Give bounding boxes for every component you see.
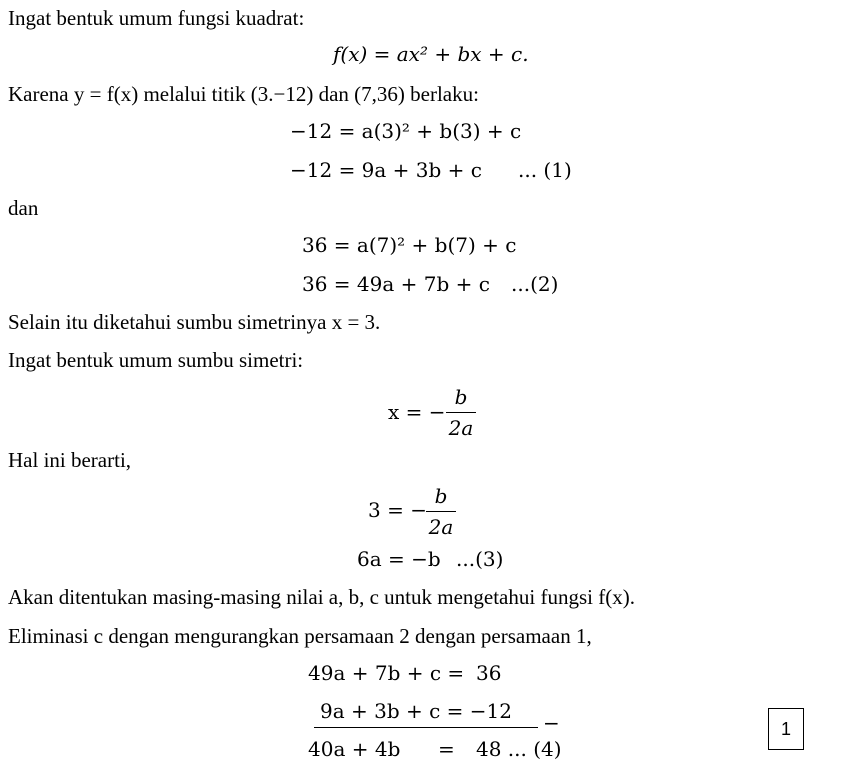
elimination-result-equals: = [438, 737, 455, 761]
fraction-numerator: b [454, 385, 468, 409]
points-text: Karena y = f(x) melalui titik (3.−12) dan (7,36) berlaku: [8, 82, 479, 106]
fraction-bar [426, 511, 456, 512]
equation-4: 48 ... (4) [476, 737, 562, 761]
equation-1-tag: ... (1) [518, 158, 572, 182]
equation-3: 6a = −b [357, 547, 441, 571]
equation-2-tag: ...(2) [511, 272, 559, 296]
elimination-result-lhs: 40a + 4b [308, 737, 401, 761]
intro-text: Ingat bentuk umum fungsi kuadrat: [8, 6, 305, 30]
page-number: 1 [768, 708, 804, 750]
equation-2-substitution: 36 = a(7)² + b(7) + c [302, 233, 517, 257]
symmetry-formula-fraction [446, 385, 476, 440]
equation-2: 36 = 49a + 7b + c [302, 272, 490, 296]
elimination-text: Eliminasi c dengan mengurangkan persamaan 2 dengan persamaan 1, [8, 624, 592, 648]
equation-1: −12 = 9a + 3b + c [290, 158, 483, 182]
fraction-denominator: 2a [428, 515, 454, 539]
elimination-minus-sign: − [543, 711, 560, 735]
elimination-row-1: 49a + 7b + c = [308, 661, 465, 685]
equation-3-tag: ...(3) [456, 547, 504, 571]
general-quadratic-equation: f(x) = ax² + bx + c. [333, 42, 529, 66]
connector-text: dan [8, 196, 39, 220]
elimination-row-1-rhs: 36 [476, 661, 502, 685]
symmetry-substituted-fraction [426, 484, 456, 539]
elimination-rule [314, 727, 538, 728]
fraction-numerator: b [434, 484, 448, 508]
symmetry-formula-lhs: x = − [388, 400, 446, 424]
fraction-bar [446, 412, 476, 413]
fraction-denominator: 2a [448, 416, 474, 440]
elimination-row-2: 9a + 3b + c = −12 [320, 699, 513, 723]
consequence-text: Hal ini berarti, [8, 448, 132, 472]
symmetry-axis-text: Selain itu diketahui sumbu simetrinya x = 3. [8, 310, 381, 334]
symmetry-formula-intro: Ingat bentuk umum sumbu simetri: [8, 348, 304, 372]
determine-values-text: Akan ditentukan masing-masing nilai a, b, c untuk mengetahui fungsi f(x). [8, 585, 635, 609]
equation-1-substitution: −12 = a(3)² + b(3) + c [290, 119, 522, 143]
symmetry-substituted-lhs: 3 = − [368, 498, 427, 522]
